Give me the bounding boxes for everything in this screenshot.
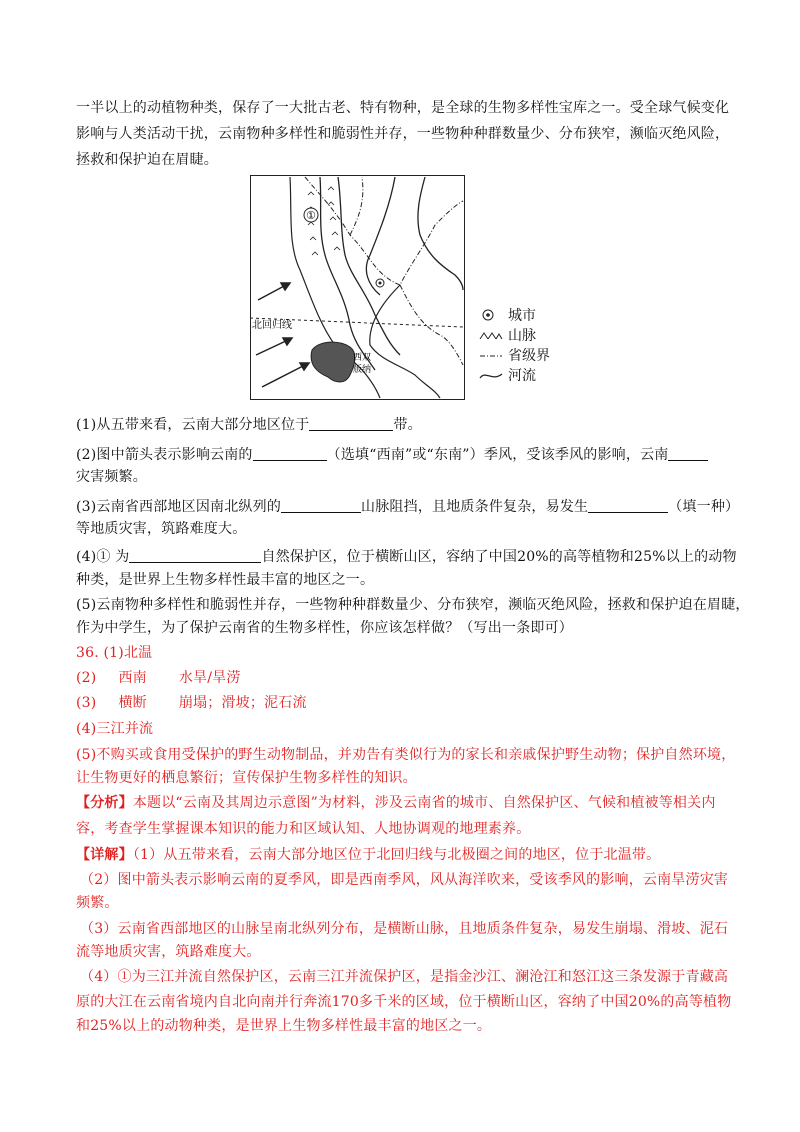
question-2: (2)图中箭头表示影响云南的 （选填“西南”或“东南”）季风，受该季风的影响，云南 xyxy=(76,444,708,464)
detail-line-5: 流等地质灾害，筑路难度大。 xyxy=(76,944,261,960)
answer-2: (2) 西南 水旱/旱涝 xyxy=(76,670,241,686)
detail-line-7: 原的大江在云南省境内自北向南并行奔流170多千米的区域，位于横断山区，容纳了中国20%的高等植物 xyxy=(76,994,732,1010)
question-3: (3)云南省西部地区因南北纵列的 山脉阻挡，且地质条件复杂，易发生 （填一种） xyxy=(76,499,740,515)
answer-3: (3) 横断 崩塌；滑坡；泥石流 xyxy=(76,695,307,711)
detail-line-8: 和25%以上的动物种类，是世界上生物多样性最丰富的地区之一。 xyxy=(76,1018,492,1034)
analysis-line-2: 容，考查学生掌握课本知识的能力和区域认知、人地协调观的地理素养。 xyxy=(76,821,531,837)
border-line-icon xyxy=(478,348,504,362)
answer-5: (5)不购买或食用受保护的野生动物制品，并劝告有类似行为的家长和亲戚保护野生动物；保护自然环境， xyxy=(76,747,736,763)
answer-blank xyxy=(253,446,327,461)
analysis-tag: 【分析】 xyxy=(76,795,133,811)
region-label-2: 版纳 xyxy=(353,365,372,375)
tropic-label: 北回归线 xyxy=(252,320,292,331)
intro-line-2: 影响与人类活动干扰，云南物种多样性和脆弱性并存，一些物种种群数量少、分布狭窄，濒临灭绝风险， xyxy=(76,126,730,142)
question-1: (1)从五带来看，云南大部分地区位于 带。 xyxy=(76,417,422,433)
answer-5-cont: 让生物更好的栖息繁衍；宣传保护生物多样性的知识。 xyxy=(76,770,417,786)
legend-city: 城市 xyxy=(478,306,536,324)
river-icon xyxy=(478,368,504,382)
detail-line-3: 频繁。 xyxy=(76,895,119,911)
region-label-1: 西双 xyxy=(353,353,372,363)
yunnan-map-figure xyxy=(250,175,465,400)
question-5: (5)云南物种多样性和脆弱性并存，一些物种种群数量少、分布狭窄，濒临灭绝风险，拯救和保护迫在眉睫， xyxy=(76,597,750,613)
question-3-cont: 等地质灾害，筑路难度大。 xyxy=(76,521,247,537)
legend-border: 省级界 xyxy=(478,346,550,364)
detail-line-6: （4）①为三江并流自然保护区，云南三江并流保护区，是指金沙江、澜沧江和怒江这三条发源于青藏高 xyxy=(80,969,729,985)
question-4: (4)① 为 自然保护区，位于横断山区，容纳了中国20%的高等植物和25%以上的动物 xyxy=(76,549,737,565)
mountain-icon xyxy=(478,328,504,342)
answer-4: (4)三江并流 xyxy=(76,721,154,737)
question-2-cont: 灾害频繁。 xyxy=(76,469,147,485)
answer-blank xyxy=(281,498,361,513)
legend-river: 河流 xyxy=(478,366,536,384)
legend-mountain: 山脉 xyxy=(478,326,536,344)
map-drawing xyxy=(250,175,465,400)
city-icon xyxy=(478,308,504,322)
detail-line-2: （2）图中箭头表示影响云南的夏季风，即是西南季风，风从海洋吹来，受该季风的影响，云南旱涝灾害 xyxy=(80,872,729,888)
answer-blank xyxy=(668,446,708,461)
answer-blank xyxy=(588,498,668,513)
question-5-cont: 作为中学生，为了保护云南省的生物多样性，你应该怎样做？（写出一条即可） xyxy=(76,620,573,636)
question-4-cont: 种类，是世界上生物多样性最丰富的地区之一。 xyxy=(76,572,375,588)
answer-blank xyxy=(129,548,261,563)
map-marker-1: ① xyxy=(306,209,316,222)
intro-line-1: 一半以上的动植物种类，保存了一大批古老、特有物种，是全球的生物多样性宝库之一。受全球气候变化 xyxy=(76,100,730,116)
map-legend xyxy=(478,306,578,386)
detail-tag: 【详解】 xyxy=(76,847,133,863)
detail-line-4: （3）云南省西部地区的山脉呈南北纵列分布，是横断山脉，且地质条件复杂，易发生崩塌、滑坡、泥石 xyxy=(80,921,729,937)
answer-1: 36. (1)北温 xyxy=(76,645,153,661)
intro-line-3: 拯救和保护迫在眉睫。 xyxy=(76,152,218,168)
analysis-line-1: 【分析】本题以“云南及其周边示意图”为材料，涉及云南省的城市、自然保护区、气候和植被等相关内 xyxy=(76,795,716,811)
answer-blank xyxy=(309,416,393,431)
detail-line-1: 【详解】（1）从五带来看，云南大部分地区位于北回归线与北极圈之间的地区，位于北温带。 xyxy=(76,847,661,863)
